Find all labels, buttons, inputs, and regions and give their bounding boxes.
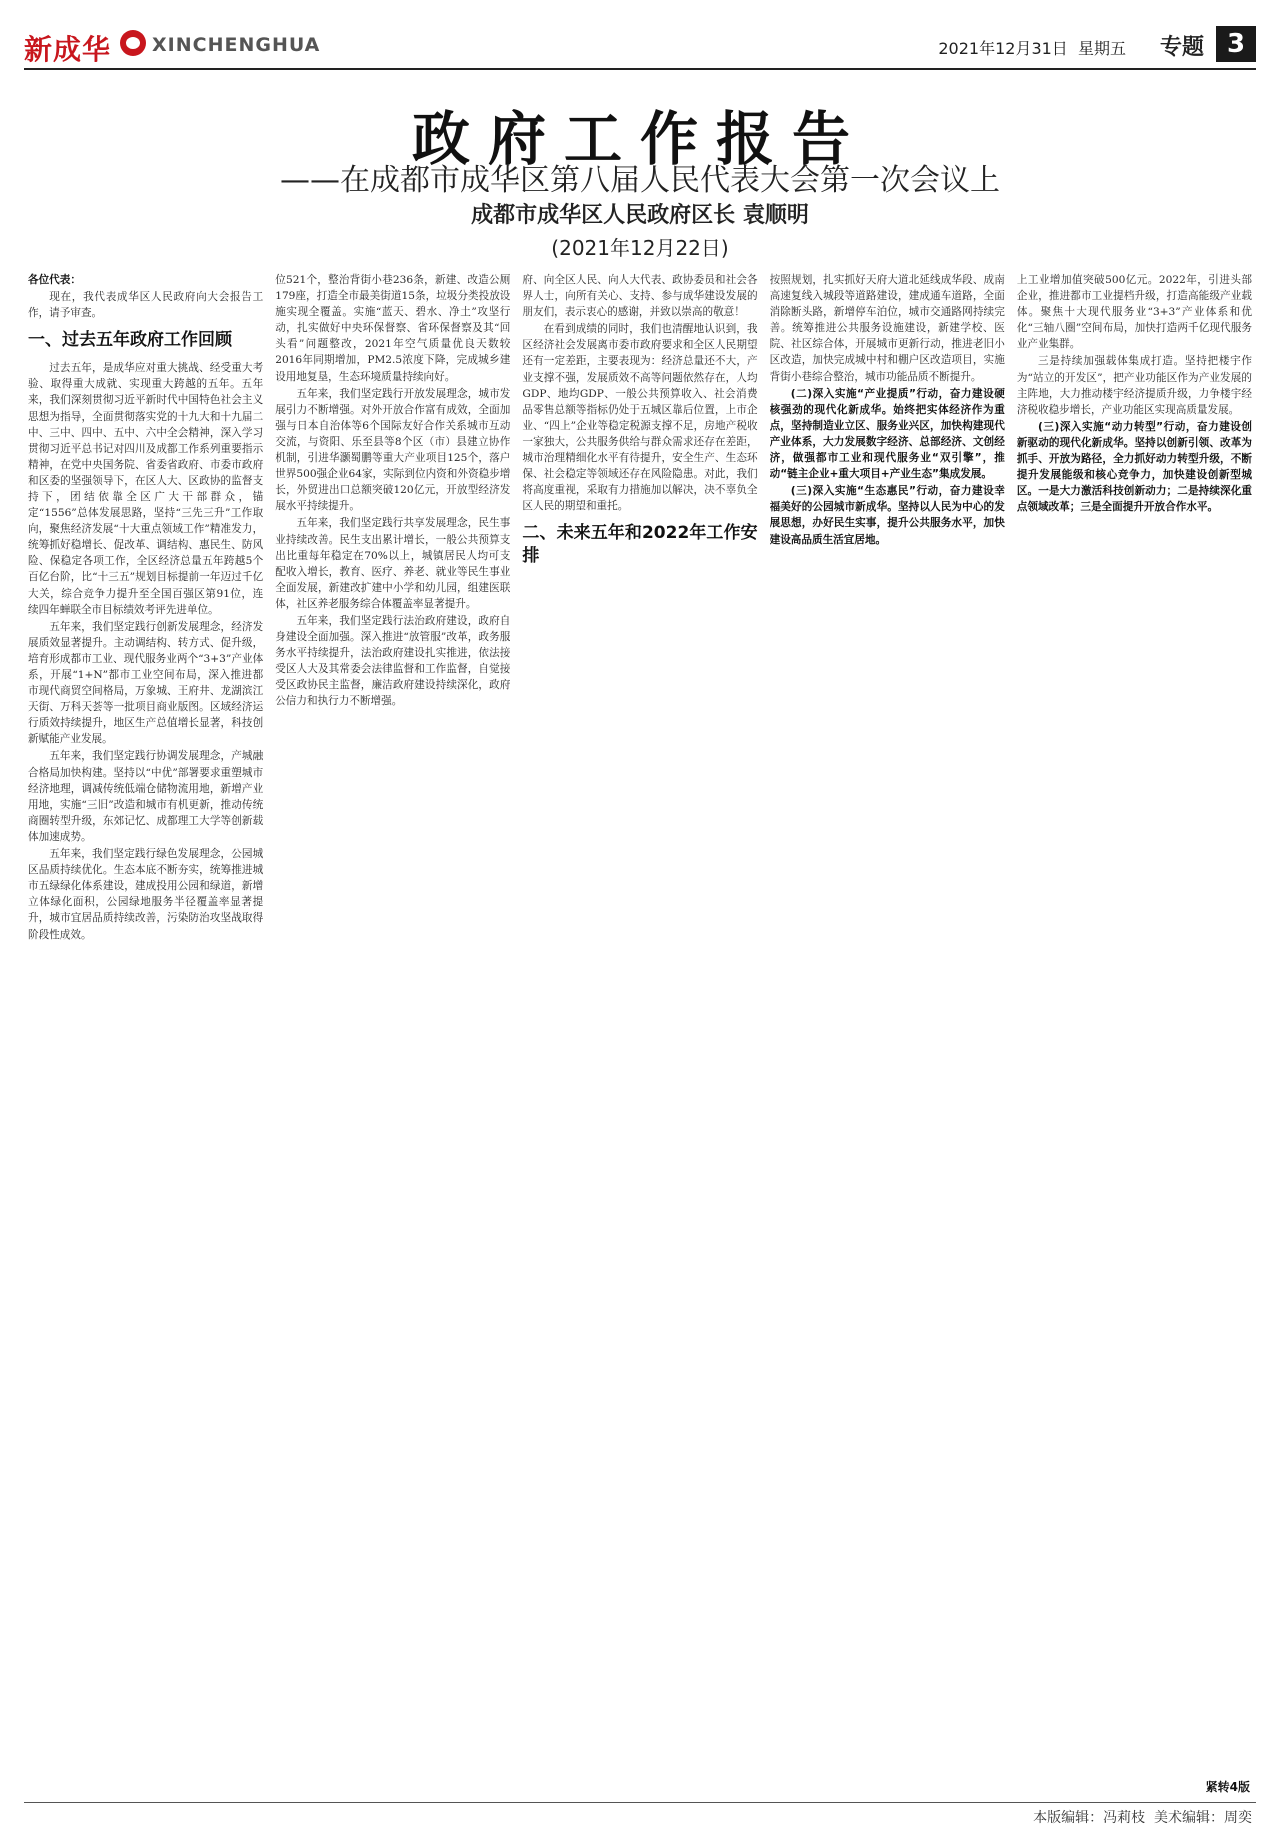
section-heading-1: 一、过去五年政府工作回顾 [28,330,232,351]
paragraph: 府、向全区人民、向人大代表、政协委员和社会各界人士，向所有关心、支持、参与成华建设发展的朋友们，表示衷心的感谢，并致以崇高的敬意！ [522,274,758,319]
paragraph: 在看到成绩的同时，我们也清醒地认识到，我区经济社会发展离市委市政府要求和全区人民期望还有一定差距，主要表现为：经济总量还不大，产业支撑不强，发展质效不高等问题依然存在，人均GDP、地均GDP、一般公共预算收入、社会消费品零售总额等指标仍处于五城区靠后位置，上市企业、“四上”企业等稳定税源支撑不足，房地产税收一家独大，公共服务供给与群众需求还存在差距，城市治理精细化水平有待提升，安全生产、生态环保、社会稳定等领域还存在风险隐患。对此，我们将高度重视，采取有力措施加以解决，决不辜负全区人民的期望和重托。 [522,323,758,513]
column-4 [770,272,1005,1779]
paragraph: 五年来，我们坚定践行法治政府建设，政府自身建设全面加强。深入推进“放管服”改革，政务服务水平持续提升，法治政府建设扎实推进，依法接受区人大及其常委会法律监督和工作监督，自觉接受区政协民主监督，廉洁政府建设持续深化，政府公信力和执行力不断增强。 [275,614,511,708]
logo-en: XINCHENGHUA [152,34,321,56]
paragraph: 五年来，我们坚定践行共享发展理念，民生事业持续改善。民生支出累计增长，一般公共预算支出比重每年稳定在70%以上，城镇居民人均可支配收入增长，教育、医疗、养老、就业等民生事业全面发展，新建改扩建中小学和幼儿园，组建医联体，社区养老服务综合体覆盖率显著提升。 [275,517,511,610]
logo-cn: 新成华 [24,33,112,66]
masthead-divider [24,68,1256,70]
article-title: 政府工作报告 [411,105,868,173]
column-3 [522,272,757,1779]
article-author: 成都市成华区人民政府区长 袁顺明 [471,203,809,228]
footer-credits [1033,1807,1252,1827]
art-credit: 美术编辑：周奕 [1154,1810,1252,1826]
subheading-paragraph: (三)深入实施“动力转型”行动，奋力建设创新驱动的现代化新成华。坚持以创新引领、改革为抓手、开放为路径，全力抓好动力转型升级，不断提升发展能级和核心竞争力，加快建设创新型城区。一是大力激活科技创新动力；二是持续深化重点领域改革；三是全面提升开放合作水平。 [1016,420,1253,514]
section-heading-2: 二、未来五年和2022年工作安排 [522,523,758,567]
salutation: 各位代表： [28,274,81,286]
footer-divider [24,1802,1256,1803]
opening-paragraph: 现在，我代表成华区人民政府向大会报告工作，请予审查。 [28,291,264,320]
continued-note: 紧转4版 [1205,1780,1250,1794]
paragraph: 位521个，整治背街小巷236条，新建、改造公厕179座，打造全市最美街道15条，垃圾分类投放设施实现全覆盖。实施“蓝天、碧水、净土”攻坚行动，扎实做好中央环保督察、省环保督察及其“回头看”问题整改，2021年空气质量优良天数较2016年同期增加，PM2.5浓度下降，完成城乡建设用地复垦，生态环境质量持续向好。 [275,274,511,383]
issue-weekday: 星期五 [1077,39,1126,58]
section-label: 专题 [1159,35,1204,60]
editor-credit: 本版编辑：冯莉枝 [1033,1810,1146,1826]
article-date: (2021年12月22日) [551,236,729,260]
issue-date: 2021年12月31日 [938,39,1068,58]
paragraph: 五年来，我们坚定践行绿色发展理念，公园城区品质持续优化。生态本底不断夯实，统筹推进城市五绿绿化体系建设，建成投用公园和绿道，新增立体绿化面积，公园绿地服务半径覆盖率显著提升，城市宜居品质持续改善，污染防治攻坚战取得阶段性成效。 [28,848,264,941]
paragraph: 按照规划，扎实抓好天府大道北延线成华段、成南高速复线入城段等道路建设，建成通车道路，全面消除断头路，新增停车泊位，城市交通路网持续完善。统筹推进公共服务设施建设，新建学校、医院、社区综合体，开展城市更新行动，推进老旧小区改造，加快完成城中村和棚户区改造项目，实施背街小巷综合整治，城市功能品质不断提升。 [769,274,1005,383]
panda-logo-icon [120,30,146,56]
dateline [938,36,1126,59]
subheading-paragraph: (二)深入实施“产业提质”行动，奋力建设硬核强劲的现代化新成华。始终把实体经济作为重点，坚持制造业立区、服务业兴区，加快构建现代产业体系，大力发展数字经济、总部经济、文创经济，做强都市工业和现代服务业“双引擎”，推动“链主企业+重大项目+产业生态”集成发展。 [769,387,1005,481]
paragraph: 过去五年，是成华应对重大挑战、经受重大考验、取得重大成就、实现重大跨越的五年。五年来，我们深刻贯彻习近平新时代中国特色社会主义思想为指导，全面贯彻落实党的十九大和十九届二中、三中、四中、五中、六中全会精神，深入学习贯彻习近平总书记对四川及成都工作系列重要指示精神，在党中央国务院、省委省政府、市委市政府和区委的坚强领导下，在区人大、区政协的监督支持下，团结依靠全区广大干部群众，锚定“1556”总体发展思路，坚持“三先三升”工作取向，聚焦经济发展“十大重点领域工作”精准发力，统筹抓好稳增长、促改革、调结构、惠民生、防风险、保稳定各项工作，全区经济总量五年跨越5个百亿台阶，比“十三五”规划目标提前一年迈过千亿大关，综合竞争力提升至全国百强区第91位，连续四年蝉联全市目标绩效考评先进单位。 [28,362,264,616]
paragraph: 五年来，我们坚定践行创新发展理念，经济发展质效显著提升。主动调结构、转方式、促升级，培育形成都市工业、现代服务业两个“3+3”产业体系，开展“1+N”都市工业空间布局，深入推进都市现代商贸空间格局，万象城、王府井、龙湖滨江天街、万科天荟等一批项目商业版图。区域经济运行质效持续提升，地区生产总值增长显著，科技创新赋能产业发展。 [28,620,264,746]
column-1 [28,272,263,1779]
paragraph: 五年来，我们坚定践行协调发展理念，产城融合格局加快构建。坚持以“中优”部署要求重塑城市经济地理，调减传统低端仓储物流用地，新增产业用地，实施“三旧”改造和城市有机更新，推动传统商圈转型升级，东郊记忆、成都理工大学等创新载体加速成势。 [28,750,264,843]
article-subtitle: ——在成都市成华区第八届人民代表大会第一次会议上 [280,163,1000,198]
masthead [24,26,1256,66]
column-5 [1017,272,1252,1779]
paragraph: 五年来，我们坚定践行开放发展理念，城市发展引力不断增强。对外开放合作富有成效，全面加强与日本自治体等6个国际友好合作关系城市互动交流，与资阳、乐至县等8个区（市）县建立协作机制，引进华灏蜀鹏等重大产业项目125个，落户世界500强企业64家，实际到位内资和外资稳步增长，外贸进出口总额突破120亿元，开放型经济发展水平持续提升。 [275,387,511,513]
page-number: 3 [1216,26,1256,62]
paragraph: 上工业增加值突破500亿元。2022年，引进头部企业，推进都市工业提档升级，打造高能级产业载体。聚焦十大现代服务业“3+3”产业体系和优化“三轴八圈”空间布局，加快打造两千亿现代服务业产业集群。 [1016,274,1253,351]
column-2 [275,272,510,1779]
article-body [28,272,1252,1779]
subheading-paragraph: (三)深入实施“生态惠民”行动，奋力建设幸福美好的公园城市新成华。坚持以人民为中心的发展思想，办好民生实事，提升公共服务水平，加快建设高品质生活宜居地。 [769,485,1005,546]
paragraph: 三是持续加强载体集成打造。坚持把楼宇作为“站立的开发区”，把产业功能区作为产业发展的主阵地，大力推动楼宇经济提质升级，力争楼宇经济税收稳步增长，产业功能区实现高质量发展。 [1016,355,1253,416]
